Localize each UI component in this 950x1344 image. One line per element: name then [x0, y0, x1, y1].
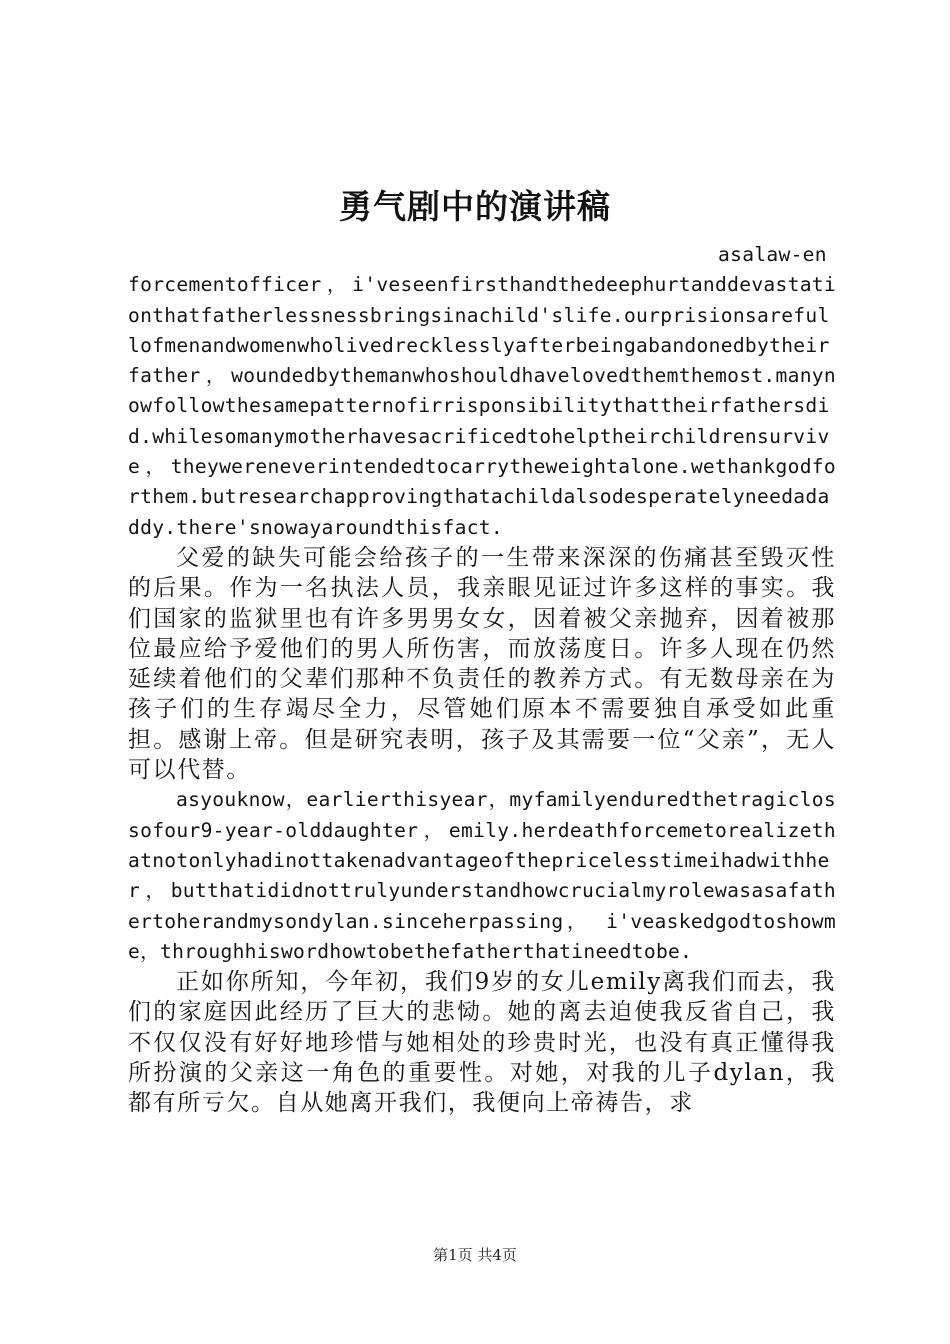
document-body	[128, 240, 836, 1119]
paragraph-chinese-2: 正如你所知，今年初，我们9岁的女儿emily离我们而去，我们的家庭因此经历了巨大的悲恸。她的离去迫使我反省自己，我不仅仅没有好好地珍惜与她相处的珍贵时光，也没有真正懂得我所扮演的父亲这一角色的重要性。对她，对我的儿子dylan，我都有所亏欠。自从她离开我们，我便向上帝祷告，求	[128, 969, 836, 1117]
page-footer: 第1页 共4页	[433, 1246, 517, 1264]
paragraph-english-2: asyouknow，earlierthisyear，myfamilyenduredthetragiclossofour9-year-olddaughter，emily.herdeathforcemetorealizethatnotonlyhadinottakenadvantageofthepricelesstimeihadwithher，butthatididnottrulyunderstandhowcrucialmyrolewasasafathertoherandmysondylan.sinceherpassing， i'veaskedgodtoshowme，throughhiswordhowtobethefatherthatineedtobe.	[128, 788, 836, 963]
document-title: 勇气剧中的演讲稿	[339, 187, 611, 226]
paragraph-chinese-1: 父爱的缺失可能会给孩子的一生带来深深的伤痛甚至毁灭性的后果。作为一名执法人员，我亲眼见证过许多这样的事实。我们国家的监狱里也有许多男男女女，因着被父亲抛弃，因着被那位最应给予爱他们的男人所伤害，而放荡度日。许多人现在仍然延续着他们的父辈们那种不负责任的教养方式。有无数母亲在为孩子们的生存竭尽全力，尽管她们原本不需要独自承受如此重担。感谢上帝。但是研究表明，孩子及其需要一位“父亲”，无人可以代替。	[128, 544, 836, 784]
paragraph-english-1: asalaw-enforcementofficer，i'veseenfirsthandthedeephurtanddevastationthatfatherlessnessbringsinachild'slife.ourprisionsarefullofmenandwomenwholivedrecklesslyafterbeingabandonedbytheirfather，woundedbythemanwhoshouldhavelovedthemthemost.manynowfollowthesamepatternofirrisponsibilitythattheirfathersdid.whilesomanymotherhavesacrificedtohelptheirchildrensurvive，theywereneverintendedtocarrytheweightalone.wethankgodforthem.butresearchapprovingthatachildalsodesperatelyneedadaddy.there'snowayaroundthisfact.	[128, 243, 836, 539]
